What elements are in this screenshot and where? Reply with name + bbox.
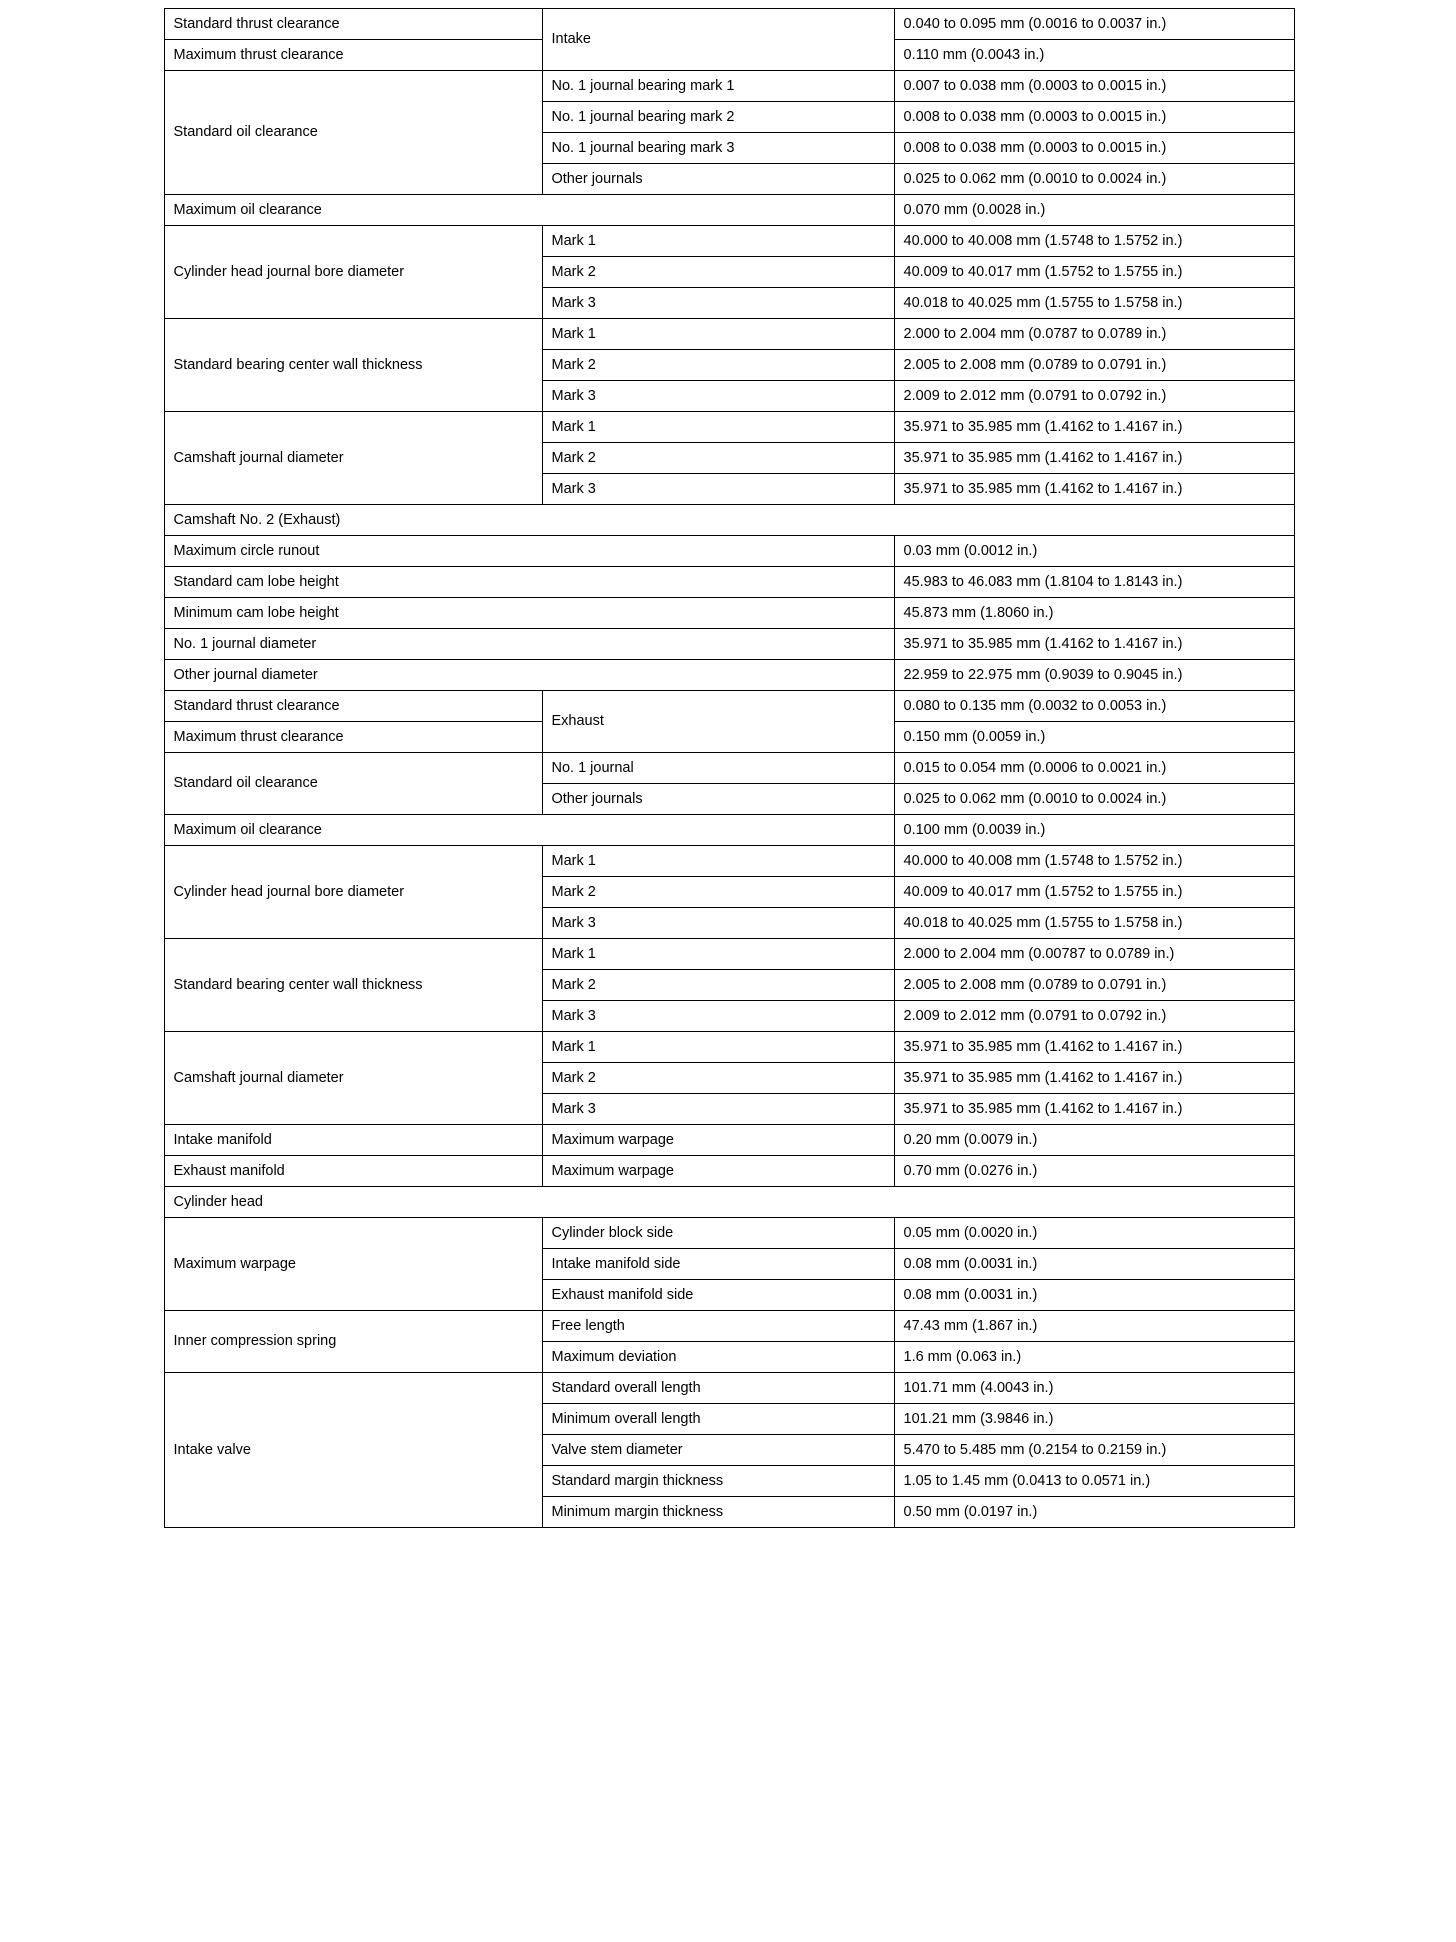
table-row-label: Inner compression spring (164, 1311, 542, 1373)
table-row (164, 319, 1294, 350)
table-row-value: 2.009 to 2.012 mm (0.0791 to 0.0792 in.) (894, 1001, 1294, 1032)
table-row-value: 35.971 to 35.985 mm (1.4162 to 1.4167 in.) (894, 412, 1294, 443)
table-row (164, 9, 1294, 40)
table-row-label: Standard thrust clearance (164, 9, 542, 40)
table-row-label: Maximum oil clearance (164, 195, 894, 226)
table-row-subcategory: Mark 1 (542, 846, 894, 877)
table-row-label: Camshaft journal diameter (164, 412, 542, 505)
table-row-value: 35.971 to 35.985 mm (1.4162 to 1.4167 in.) (894, 1063, 1294, 1094)
table-row-value: 2.000 to 2.004 mm (0.00787 to 0.0789 in.) (894, 939, 1294, 970)
table-row-value: 0.110 mm (0.0043 in.) (894, 40, 1294, 71)
table-row-value: 35.971 to 35.985 mm (1.4162 to 1.4167 in.) (894, 443, 1294, 474)
table-row-subcategory: No. 1 journal bearing mark 1 (542, 71, 894, 102)
table-row-subcategory: Exhaust manifold side (542, 1280, 894, 1311)
table-row-subcategory: Intake manifold side (542, 1249, 894, 1280)
table-row-value: 0.20 mm (0.0079 in.) (894, 1125, 1294, 1156)
table-row-label: Standard cam lobe height (164, 567, 894, 598)
table-row-subcategory: Standard overall length (542, 1373, 894, 1404)
table-row-value: 40.009 to 40.017 mm (1.5752 to 1.5755 in.) (894, 877, 1294, 908)
table-row (164, 1311, 1294, 1342)
table-row-value: 2.005 to 2.008 mm (0.0789 to 0.0791 in.) (894, 350, 1294, 381)
table-row-value: 35.971 to 35.985 mm (1.4162 to 1.4167 in.) (894, 1094, 1294, 1125)
table-row-label: Exhaust manifold (164, 1156, 542, 1187)
specification-table (164, 8, 1295, 1528)
table-row-value: 0.100 mm (0.0039 in.) (894, 815, 1294, 846)
table-row-value: 22.959 to 22.975 mm (0.9039 to 0.9045 in.) (894, 660, 1294, 691)
table-row-label: Standard bearing center wall thickness (164, 319, 542, 412)
table-row-subcategory: Mark 1 (542, 226, 894, 257)
table-row-subcategory: Mark 1 (542, 412, 894, 443)
table-row-value: 45.873 mm (1.8060 in.) (894, 598, 1294, 629)
table-row-subcategory: Mark 1 (542, 939, 894, 970)
table-row-subcategory: Exhaust (542, 691, 894, 753)
table-row-label: Standard oil clearance (164, 753, 542, 815)
table-row-value: 0.50 mm (0.0197 in.) (894, 1497, 1294, 1528)
table-row-label: Cylinder head journal bore diameter (164, 846, 542, 939)
table-row-subcategory: Minimum overall length (542, 1404, 894, 1435)
table-row-label: Maximum warpage (164, 1218, 542, 1311)
table-row-label: Standard oil clearance (164, 71, 542, 195)
table-row-value: 0.025 to 0.062 mm (0.0010 to 0.0024 in.) (894, 784, 1294, 815)
table-row-value: 2.005 to 2.008 mm (0.0789 to 0.0791 in.) (894, 970, 1294, 1001)
table-row (164, 567, 1294, 598)
table-row-value: 35.971 to 35.985 mm (1.4162 to 1.4167 in.) (894, 629, 1294, 660)
table-row (164, 1156, 1294, 1187)
table-row-subcategory: Mark 1 (542, 319, 894, 350)
table-row-value: 45.983 to 46.083 mm (1.8104 to 1.8143 in.) (894, 567, 1294, 598)
table-row-subcategory: Intake (542, 9, 894, 71)
table-row-label: Cylinder head journal bore diameter (164, 226, 542, 319)
specification-table-body (164, 9, 1294, 1528)
table-row-subcategory: Mark 2 (542, 443, 894, 474)
table-row-subcategory: Mark 3 (542, 381, 894, 412)
table-row-label: Maximum thrust clearance (164, 40, 542, 71)
table-row-label: Standard thrust clearance (164, 691, 542, 722)
table-row-label: Camshaft journal diameter (164, 1032, 542, 1125)
table-row-subcategory: Maximum deviation (542, 1342, 894, 1373)
table-row-label: Maximum circle runout (164, 536, 894, 567)
table-row (164, 598, 1294, 629)
table-row-subcategory: Maximum warpage (542, 1125, 894, 1156)
table-row-value: 40.000 to 40.008 mm (1.5748 to 1.5752 in.) (894, 226, 1294, 257)
table-row-value: 0.08 mm (0.0031 in.) (894, 1280, 1294, 1311)
table-row-value: 101.21 mm (3.9846 in.) (894, 1404, 1294, 1435)
table-row-value: 0.008 to 0.038 mm (0.0003 to 0.0015 in.) (894, 133, 1294, 164)
table-row-value: 101.71 mm (4.0043 in.) (894, 1373, 1294, 1404)
table-row-subcategory: Other journals (542, 784, 894, 815)
table-row-subcategory: Mark 3 (542, 288, 894, 319)
table-row-value: 0.080 to 0.135 mm (0.0032 to 0.0053 in.) (894, 691, 1294, 722)
table-row-subcategory: Cylinder block side (542, 1218, 894, 1249)
table-row (164, 505, 1294, 536)
table-row-subcategory: Standard margin thickness (542, 1466, 894, 1497)
table-row-value: 0.070 mm (0.0028 in.) (894, 195, 1294, 226)
table-section-header: Cylinder head (164, 1187, 1294, 1218)
table-row-value: 40.000 to 40.008 mm (1.5748 to 1.5752 in.) (894, 846, 1294, 877)
table-row-value: 1.05 to 1.45 mm (0.0413 to 0.0571 in.) (894, 1466, 1294, 1497)
table-row-subcategory: Mark 2 (542, 970, 894, 1001)
table-row (164, 536, 1294, 567)
table-row-subcategory: Mark 2 (542, 1063, 894, 1094)
table-row-subcategory: Mark 2 (542, 350, 894, 381)
table-row (164, 1373, 1294, 1404)
table-row-value: 0.025 to 0.062 mm (0.0010 to 0.0024 in.) (894, 164, 1294, 195)
table-row-value: 0.040 to 0.095 mm (0.0016 to 0.0037 in.) (894, 9, 1294, 40)
table-row-subcategory: Mark 3 (542, 1094, 894, 1125)
table-row (164, 691, 1294, 722)
table-row-value: 0.008 to 0.038 mm (0.0003 to 0.0015 in.) (894, 102, 1294, 133)
table-row (164, 939, 1294, 970)
table-row (164, 1187, 1294, 1218)
table-row-label: Maximum thrust clearance (164, 722, 542, 753)
table-row-label: Other journal diameter (164, 660, 894, 691)
table-row-subcategory: No. 1 journal bearing mark 2 (542, 102, 894, 133)
table-row-label: Minimum cam lobe height (164, 598, 894, 629)
table-row-value: 0.015 to 0.054 mm (0.0006 to 0.0021 in.) (894, 753, 1294, 784)
table-row-value: 0.150 mm (0.0059 in.) (894, 722, 1294, 753)
table-row (164, 1125, 1294, 1156)
table-row-value: 40.018 to 40.025 mm (1.5755 to 1.5758 in.) (894, 288, 1294, 319)
table-row-subcategory: Other journals (542, 164, 894, 195)
table-row-subcategory: Valve stem diameter (542, 1435, 894, 1466)
table-row-subcategory: Mark 3 (542, 908, 894, 939)
table-row-value: 40.009 to 40.017 mm (1.5752 to 1.5755 in.) (894, 257, 1294, 288)
table-row (164, 815, 1294, 846)
table-row (164, 1218, 1294, 1249)
table-row-label: No. 1 journal diameter (164, 629, 894, 660)
table-row-value: 40.018 to 40.025 mm (1.5755 to 1.5758 in.) (894, 908, 1294, 939)
table-row (164, 71, 1294, 102)
table-row-subcategory: Mark 2 (542, 877, 894, 908)
table-row (164, 1032, 1294, 1063)
table-row (164, 846, 1294, 877)
table-row (164, 629, 1294, 660)
table-row-subcategory: No. 1 journal bearing mark 3 (542, 133, 894, 164)
table-row-subcategory: Mark 3 (542, 1001, 894, 1032)
table-row-subcategory: Minimum margin thickness (542, 1497, 894, 1528)
table-row (164, 226, 1294, 257)
table-row-value: 0.03 mm (0.0012 in.) (894, 536, 1294, 567)
table-row-subcategory: Mark 2 (542, 257, 894, 288)
table-row (164, 412, 1294, 443)
table-row-value: 0.007 to 0.038 mm (0.0003 to 0.0015 in.) (894, 71, 1294, 102)
table-row-label: Maximum oil clearance (164, 815, 894, 846)
table-row-value: 0.05 mm (0.0020 in.) (894, 1218, 1294, 1249)
table-row-value: 0.70 mm (0.0276 in.) (894, 1156, 1294, 1187)
table-row-subcategory: Free length (542, 1311, 894, 1342)
table-row-value: 35.971 to 35.985 mm (1.4162 to 1.4167 in.) (894, 474, 1294, 505)
table-row-value: 1.6 mm (0.063 in.) (894, 1342, 1294, 1373)
table-row (164, 753, 1294, 784)
table-row-value: 2.000 to 2.004 mm (0.0787 to 0.0789 in.) (894, 319, 1294, 350)
table-row (164, 195, 1294, 226)
table-section-header: Camshaft No. 2 (Exhaust) (164, 505, 1294, 536)
table-row (164, 660, 1294, 691)
table-row-value: 47.43 mm (1.867 in.) (894, 1311, 1294, 1342)
table-row-subcategory: Mark 3 (542, 474, 894, 505)
table-row-value: 2.009 to 2.012 mm (0.0791 to 0.0792 in.) (894, 381, 1294, 412)
table-row-value: 5.470 to 5.485 mm (0.2154 to 0.2159 in.) (894, 1435, 1294, 1466)
table-row-value: 0.08 mm (0.0031 in.) (894, 1249, 1294, 1280)
table-row-subcategory: Mark 1 (542, 1032, 894, 1063)
table-row-label: Intake manifold (164, 1125, 542, 1156)
table-row-subcategory: Maximum warpage (542, 1156, 894, 1187)
table-row-value: 35.971 to 35.985 mm (1.4162 to 1.4167 in.) (894, 1032, 1294, 1063)
table-row-label: Standard bearing center wall thickness (164, 939, 542, 1032)
table-row-subcategory: No. 1 journal (542, 753, 894, 784)
table-row-label: Intake valve (164, 1373, 542, 1528)
